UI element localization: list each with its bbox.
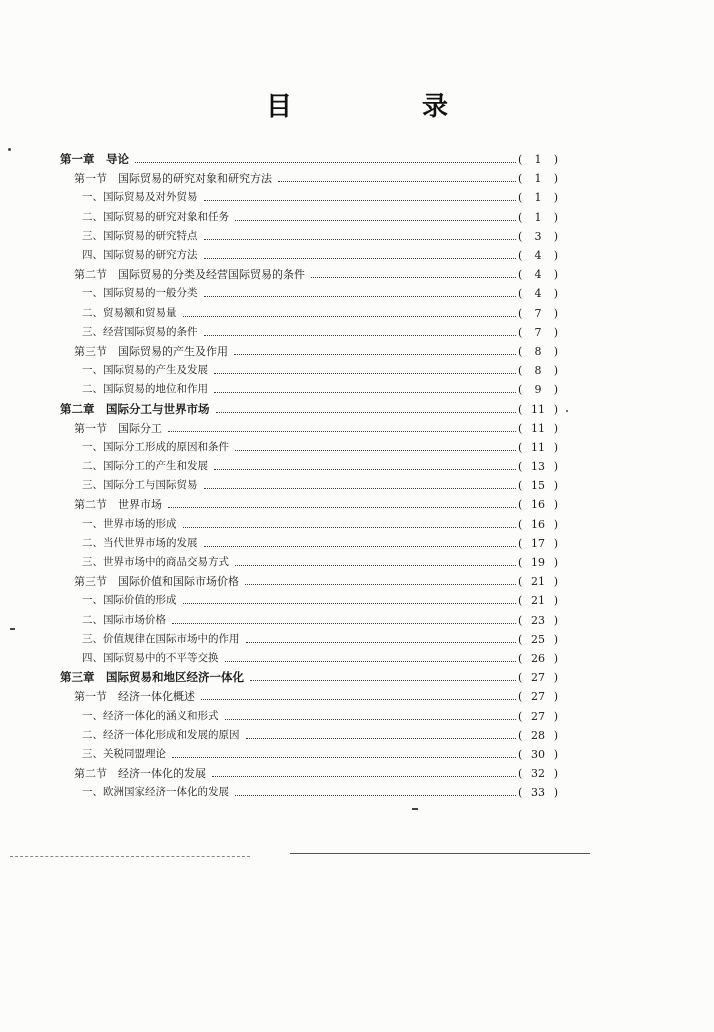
toc-page-number: ( 8 ): [516, 361, 560, 380]
dot-leader: [204, 200, 517, 201]
toc-page-number: ( 30 ): [516, 745, 560, 764]
toc-entry-label: 第一章 导论: [60, 152, 129, 167]
dot-leader: [246, 738, 517, 739]
toc-page-number: ( 7 ): [516, 323, 560, 342]
dot-leader: [135, 162, 516, 163]
table-of-contents: [60, 150, 560, 802]
scan-speck: [10, 628, 15, 630]
toc-entry-item: [60, 323, 560, 342]
toc-entry-chapter: [60, 399, 560, 418]
toc-entry-section: [60, 764, 560, 783]
toc-entry-label: 第三节 国际贸易的产生及作用: [74, 344, 228, 358]
toc-entry-label: 第一节 国际贸易的研究对象和研究方法: [74, 172, 272, 186]
toc-entry-section: [60, 169, 560, 188]
toc-entry-item: [60, 630, 560, 649]
toc-entry-item: [60, 515, 560, 534]
toc-entry-label: 一、经济一体化的涵义和形式: [82, 709, 219, 722]
toc-page-number: ( 4 ): [516, 246, 560, 265]
dot-leader: [172, 757, 516, 758]
toc-entry-section: [60, 572, 560, 591]
toc-page-number: ( 28 ): [516, 726, 560, 745]
toc-entry-label: 第三章 国际贸易和地区经济一体化: [60, 670, 244, 685]
bottom-rule: [290, 853, 590, 854]
toc-entry-label: 二、国际分工的产生和发展: [82, 460, 208, 473]
toc-entry-label: 二、当代世界市场的发展: [82, 536, 198, 549]
toc-entry-item: [60, 649, 560, 668]
toc-entry-item: [60, 783, 560, 802]
toc-page-number: ( 4 ): [516, 284, 560, 303]
toc-entry-item: [60, 591, 560, 610]
toc-entry-item: [60, 208, 560, 227]
dot-leader: [278, 181, 516, 182]
toc-entry-section: [60, 687, 560, 706]
toc-entry-item: [60, 457, 560, 476]
dot-leader: [168, 431, 516, 432]
toc-page-number: ( 23 ): [516, 611, 560, 630]
toc-entry-item: [60, 380, 560, 399]
toc-entry-item: [60, 227, 560, 246]
toc-page-number: ( 9 ): [516, 380, 560, 399]
toc-page-number: ( 17 ): [516, 534, 560, 553]
toc-page-number: ( 19 ): [516, 553, 560, 572]
toc-entry-section: [60, 495, 560, 514]
dot-leader: [234, 354, 516, 355]
toc-entry-label: 三、世界市场中的商品交易方式: [82, 556, 229, 569]
scan-speck: [412, 808, 418, 810]
toc-page-number: ( 3 ): [516, 227, 560, 246]
toc-entry-label: 三、价值规律在国际市场中的作用: [82, 632, 240, 645]
dot-leader: [204, 335, 517, 336]
toc-page-number: ( 16 ): [516, 515, 560, 534]
dot-leader: [204, 296, 517, 297]
toc-entry-item: [60, 726, 560, 745]
toc-entry-label: 第三节 国际价值和国际市场价格: [74, 575, 239, 589]
dot-leader: [235, 450, 516, 451]
toc-entry-item: [60, 246, 560, 265]
dot-leader: [214, 469, 516, 470]
toc-page-number: ( 11 ): [516, 400, 560, 419]
toc-entry-item: [60, 438, 560, 457]
page-title: 目 录: [265, 92, 500, 122]
toc-entry-label: 一、国际价值的形成: [82, 594, 177, 607]
toc-page-number: ( 4 ): [516, 265, 560, 284]
dot-leader: [246, 642, 517, 643]
bottom-rule-faint: [10, 856, 250, 857]
toc-entry-label: 一、欧洲国家经济一体化的发展: [82, 786, 229, 799]
dot-leader: [225, 719, 517, 720]
toc-entry-item: [60, 745, 560, 764]
dot-leader: [214, 392, 516, 393]
toc-entry-label: 第二节 经济一体化的发展: [74, 767, 206, 781]
toc-entry-label: 三、关税同盟理论: [82, 747, 166, 760]
dot-leader: [183, 316, 517, 317]
toc-entry-label: 四、国际贸易中的不平等交换: [82, 651, 219, 664]
toc-entry-item: [60, 188, 560, 207]
toc-page-number: ( 1 ): [516, 150, 560, 169]
toc-page-number: ( 7 ): [516, 304, 560, 323]
toc-entry-item: [60, 476, 560, 495]
toc-entry-label: 一、世界市场的形成: [82, 517, 177, 530]
toc-entry-label: 二、国际市场价格: [82, 613, 166, 626]
scan-speck: [566, 410, 568, 412]
toc-entry-label: 三、国际分工与国际贸易: [82, 479, 198, 492]
dot-leader: [235, 795, 516, 796]
dot-leader: [201, 699, 516, 700]
dot-leader: [245, 584, 516, 585]
dot-leader: [214, 373, 516, 374]
toc-entry-label: 第二节 国际贸易的分类及经营国际贸易的条件: [74, 268, 305, 282]
toc-entry-item: [60, 534, 560, 553]
toc-entry-item: [60, 284, 560, 303]
toc-entry-label: 第一节 国际分工: [74, 421, 162, 435]
dot-leader: [204, 239, 517, 240]
toc-entry-label: 第二节 世界市场: [74, 498, 162, 512]
toc-page-number: ( 33 ): [516, 783, 560, 802]
scan-speck: [8, 148, 11, 151]
toc-page-number: ( 13 ): [516, 457, 560, 476]
toc-entry-item: [60, 304, 560, 323]
toc-page-number: ( 16 ): [516, 495, 560, 514]
toc-entry-label: 三、国际贸易的研究特点: [82, 229, 198, 242]
toc-entry-label: 二、经济一体化形成和发展的原因: [82, 728, 240, 741]
toc-entry-section: [60, 342, 560, 361]
toc-entry-label: 二、贸易额和贸易量: [82, 306, 177, 319]
dot-leader: [311, 277, 516, 278]
toc-page-number: ( 27 ): [516, 668, 560, 687]
toc-page-number: ( 8 ): [516, 342, 560, 361]
toc-page-number: ( 11 ): [516, 419, 560, 438]
dot-leader: [172, 623, 516, 624]
toc-page-number: ( 27 ): [516, 687, 560, 706]
toc-page-number: ( 21 ): [516, 572, 560, 591]
toc-page-number: ( 21 ): [516, 591, 560, 610]
toc-entry-item: [60, 361, 560, 380]
toc-entry-label: 一、国际分工形成的原因和条件: [82, 440, 229, 453]
toc-page-number: ( 11 ): [516, 438, 560, 457]
dot-leader: [204, 258, 517, 259]
dot-leader: [212, 776, 516, 777]
toc-entry-item: [60, 553, 560, 572]
toc-entry-item: [60, 706, 560, 725]
toc-entry-label: 二、国际贸易的研究对象和任务: [82, 210, 229, 223]
toc-page-number: ( 27 ): [516, 707, 560, 726]
toc-entry-label: 一、国际贸易及对外贸易: [82, 191, 198, 204]
dot-leader: [216, 412, 517, 413]
toc-entry-label: 二、国际贸易的地位和作用: [82, 383, 208, 396]
toc-page-number: ( 26 ): [516, 649, 560, 668]
dot-leader: [168, 507, 516, 508]
toc-entry-chapter: [60, 150, 560, 169]
toc-page-number: ( 1 ): [516, 169, 560, 188]
toc-entry-chapter: [60, 668, 560, 687]
dot-leader: [204, 546, 517, 547]
toc-page-number: ( 1 ): [516, 188, 560, 207]
dot-leader: [204, 488, 517, 489]
toc-entry-section: [60, 265, 560, 284]
toc-entry-label: 第一节 经济一体化概述: [74, 690, 195, 704]
toc-page-number: ( 32 ): [516, 764, 560, 783]
toc-entry-section: [60, 419, 560, 438]
dot-leader: [183, 603, 517, 604]
toc-entry-label: 四、国际贸易的研究方法: [82, 249, 198, 262]
dot-leader: [235, 565, 516, 566]
toc-entry-label: 第二章 国际分工与世界市场: [60, 401, 210, 416]
toc-entry-item: [60, 611, 560, 630]
toc-entry-label: 一、国际贸易的产生及发展: [82, 364, 208, 377]
toc-page-number: ( 1 ): [516, 208, 560, 227]
toc-entry-label: 一、国际贸易的一般分类: [82, 287, 198, 300]
toc-page-number: ( 25 ): [516, 630, 560, 649]
dot-leader: [183, 527, 517, 528]
toc-entry-label: 三、经营国际贸易的条件: [82, 325, 198, 338]
dot-leader: [225, 661, 517, 662]
toc-page-number: ( 15 ): [516, 476, 560, 495]
dot-leader: [250, 680, 516, 681]
dot-leader: [235, 220, 516, 221]
